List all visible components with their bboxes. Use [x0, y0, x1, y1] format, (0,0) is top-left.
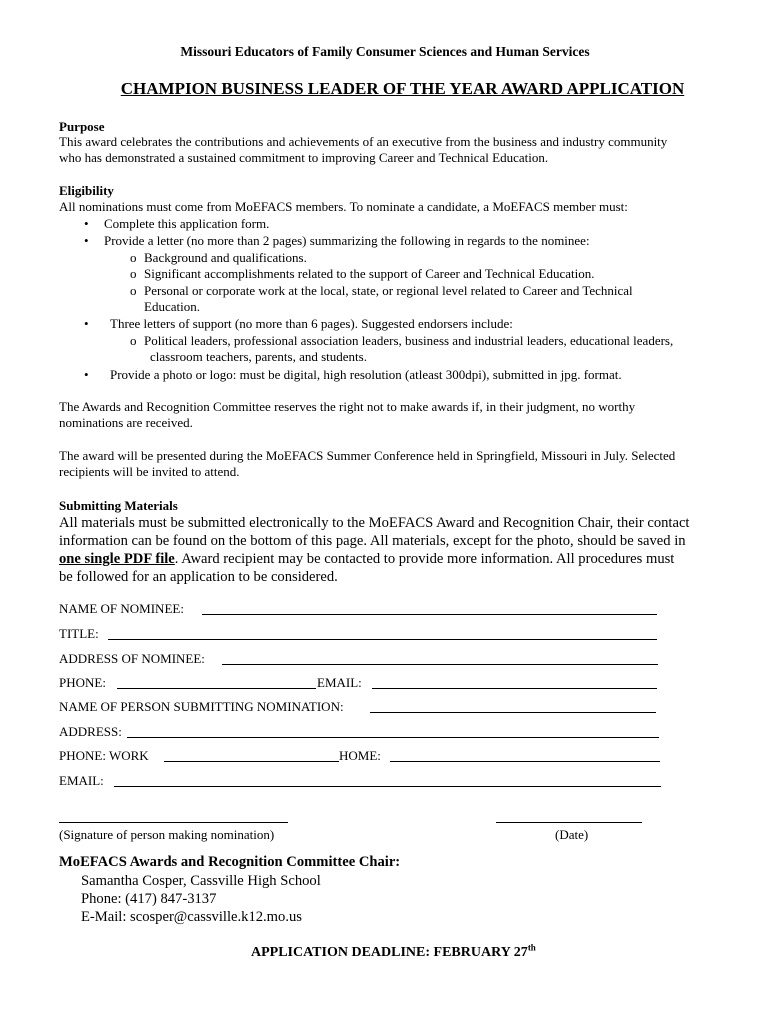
address-label: ADDRESS:: [59, 724, 122, 739]
signature-caption: (Signature of person making nomination): [59, 827, 275, 842]
purpose-text-line-1: This award celebrates the contributions and achievements of an executive from the business and industry community: [59, 134, 668, 149]
sub-bullet-icon: o: [130, 333, 137, 348]
reserve-line-1: The Awards and Recognition Committee reserves the right not to make awards if, in their judgment, no worthy: [59, 399, 636, 414]
submitting-line-4: be followed for an application to be considered.: [59, 569, 338, 585]
title-field[interactable]: [108, 639, 657, 640]
eligibility-item-3: Three letters of support (no more than 6 pages). Suggested endorsers include:: [110, 316, 513, 331]
page-title: CHAMPION BUSINESS LEADER OF THE YEAR AWARD APPLICATION: [120, 79, 685, 98]
reserve-line-2: nominations are received.: [59, 415, 193, 430]
date-caption: (Date): [555, 827, 589, 842]
phone-label: PHONE:: [59, 675, 106, 690]
email-2-field[interactable]: [114, 786, 661, 787]
chair-email: E-Mail: scosper@cassville.k12.mo.us: [81, 909, 302, 925]
email-field[interactable]: [372, 688, 657, 689]
sub-bullet-icon: o: [130, 283, 137, 298]
home-phone-field[interactable]: [390, 761, 660, 762]
title-label: TITLE:: [59, 626, 99, 641]
submitting-line-3: [59, 550, 674, 568]
eligibility-item-3-sub-1-line-2: classroom teachers, parents, and students.: [150, 349, 367, 364]
email-2-label: EMAIL:: [59, 773, 104, 788]
eligibility-item-1: Complete this application form.: [104, 216, 270, 231]
eligibility-intro: All nominations must come from MoEFACS members. To nominate a candidate, a MoEFACS member must:: [59, 199, 628, 214]
eligibility-item-2-sub-2: Significant accomplishments related to the support of Career and Technical Education.: [144, 266, 595, 281]
purpose-text-line-2: who has demonstrated a sustained commitment to improving Career and Technical Education.: [59, 150, 549, 165]
eligibility-item-2-sub-3-line-2: Education.: [144, 299, 200, 314]
chair-phone: Phone: (417) 847-3137: [81, 891, 217, 907]
eligibility-item-2-sub-1: Background and qualifications.: [144, 250, 307, 265]
address-field[interactable]: [127, 737, 659, 738]
bullet-icon: •: [84, 367, 89, 382]
sub-bullet-icon: o: [130, 266, 137, 281]
sub-bullet-icon: o: [130, 250, 137, 265]
deadline-text: APPLICATION DEADLINE: FEBRUARY 27: [251, 945, 528, 960]
application-deadline: [251, 942, 536, 961]
date-field[interactable]: [496, 822, 642, 823]
bullet-icon: •: [84, 233, 89, 248]
address-of-nominee-label: ADDRESS OF NOMINEE:: [59, 651, 205, 666]
signature-field[interactable]: [59, 822, 288, 823]
bullet-icon: •: [84, 316, 89, 331]
phone-work-field[interactable]: [164, 761, 339, 762]
name-of-nominee-label: NAME OF NOMINEE:: [59, 601, 184, 616]
home-phone-label: HOME:: [339, 748, 381, 763]
eligibility-heading: Eligibility: [59, 183, 114, 198]
name-of-submitter-label: NAME OF PERSON SUBMITTING NOMINATION:: [59, 699, 344, 714]
phone-work-label: PHONE: WORK: [59, 748, 149, 763]
bullet-icon: •: [84, 216, 89, 231]
address-of-nominee-field[interactable]: [222, 664, 658, 665]
eligibility-item-3-sub-1-line-1: Political leaders, professional association leaders, business and industrial leaders, educational leaders,: [144, 333, 674, 348]
deadline-suffix: th: [527, 942, 536, 953]
organization-name: Missouri Educators of Family Consumer Sciences and Human Services: [180, 44, 590, 59]
chair-name: Samantha Cosper, Cassville High School: [81, 873, 321, 889]
pdf-emphasis: one single PDF file: [59, 551, 175, 567]
eligibility-item-2: Provide a letter (no more than 2 pages) summarizing the following in regards to the nominee:: [104, 233, 590, 248]
submitting-heading: Submitting Materials: [59, 498, 178, 513]
submitting-line-2: information can be found on the bottom of this page. All materials, except for the photo, should be saved in: [59, 533, 686, 549]
presentation-line-2: recipients will be invited to attend.: [59, 464, 240, 479]
name-of-nominee-field[interactable]: [202, 614, 657, 615]
chair-heading: MoEFACS Awards and Recognition Committee Chair:: [59, 854, 401, 870]
eligibility-item-4: Provide a photo or logo: must be digital, high resolution (atleast 300dpi), submitted in jpg. format.: [110, 367, 622, 382]
name-of-submitter-field[interactable]: [370, 712, 656, 713]
presentation-line-1: The award will be presented during the MoEFACS Summer Conference held in Springfield, Missouri in July. Selected: [59, 448, 676, 463]
email-label: EMAIL:: [317, 675, 362, 690]
purpose-heading: Purpose: [59, 119, 105, 134]
phone-field[interactable]: [117, 688, 316, 689]
submitting-line-1: All materials must be submitted electronically to the MoEFACS Award and Recognition Chair, their contact: [59, 515, 690, 531]
submitting-line-3-rest: . Award recipient may be contacted to provide more information. All procedures must: [174, 551, 675, 567]
eligibility-item-2-sub-3-line-1: Personal or corporate work at the local, state, or regional level related to Career and Technical: [144, 283, 633, 298]
